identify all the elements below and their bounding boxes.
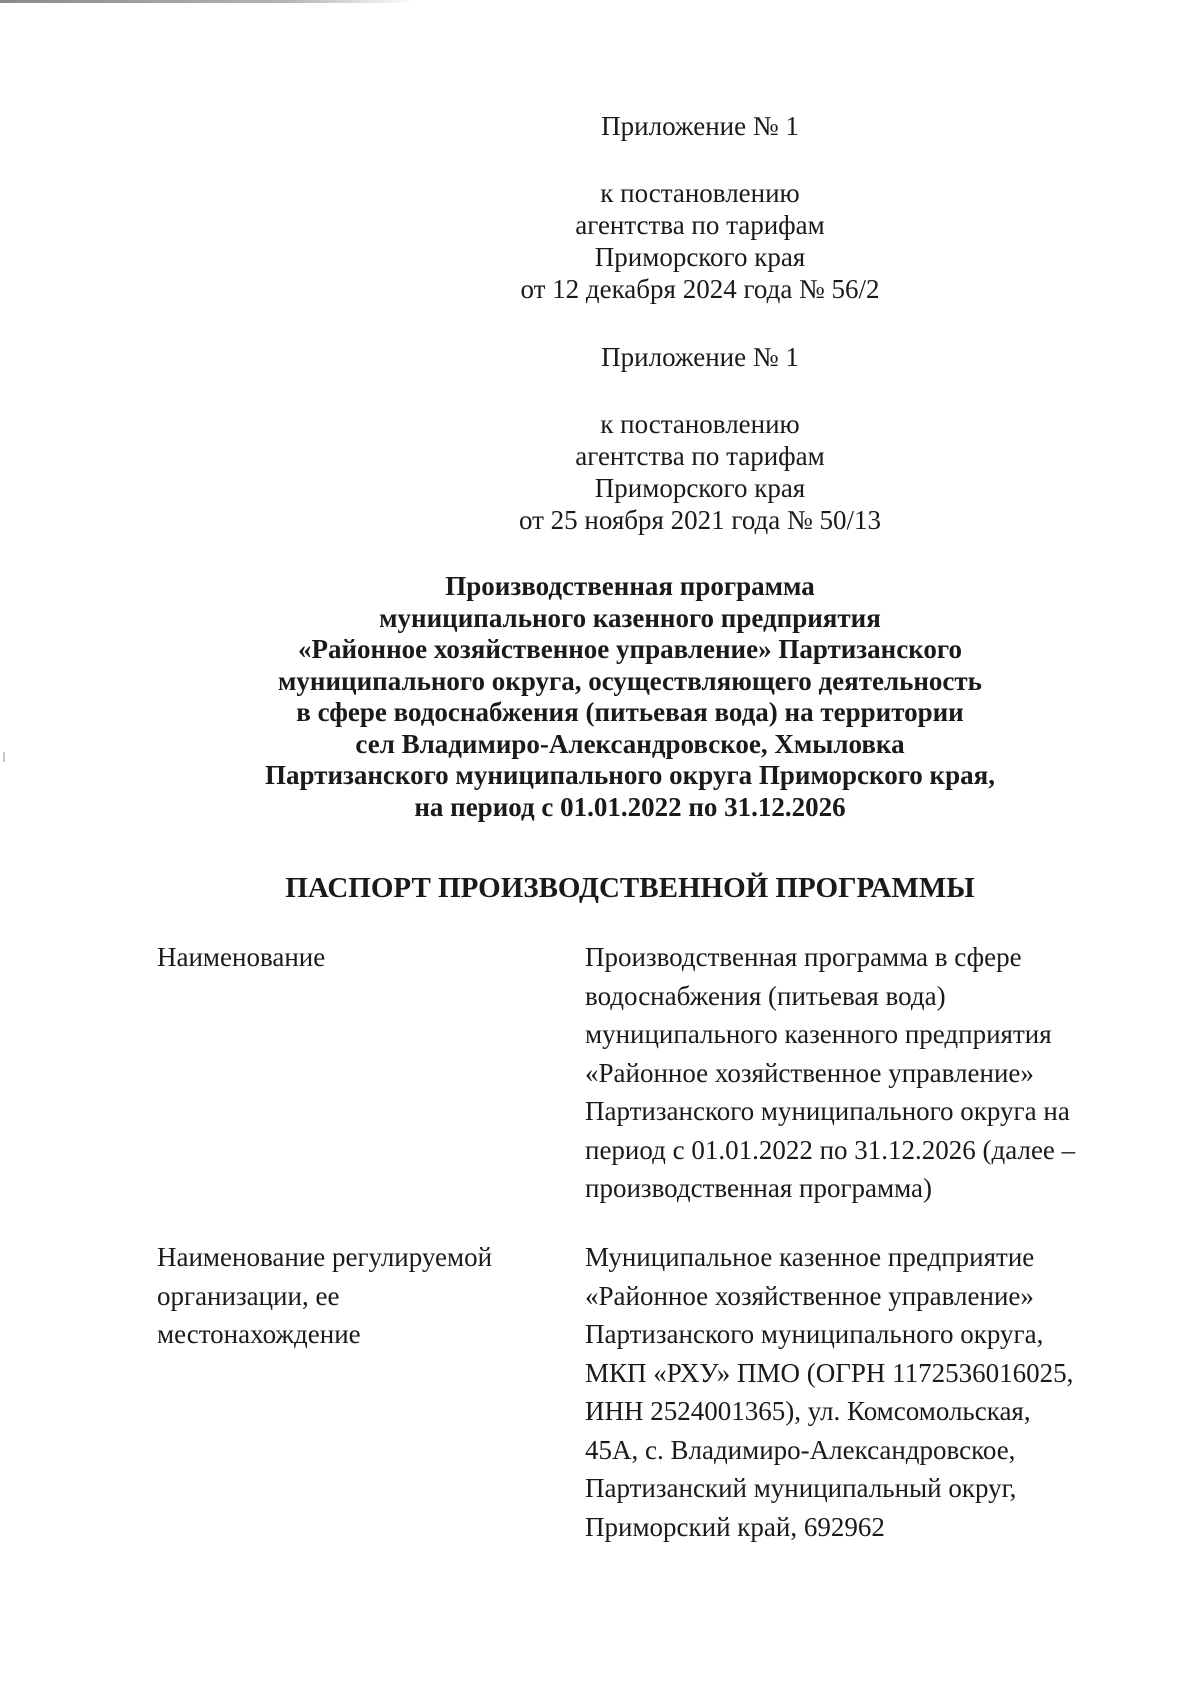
title-line: муниципального округа, осуществляющего деятельность	[278, 665, 982, 696]
value-line: МКП «РХУ» ПМО (ОГРН 1172536016025,	[585, 1357, 1074, 1388]
title-line: на период с 01.01.2022 по 31.12.2026	[414, 791, 846, 822]
spacer	[430, 373, 970, 408]
value-line: водоснабжения (питьевая вода)	[585, 980, 946, 1011]
appendix-line: Приморского края	[594, 473, 806, 503]
appendix-line: к постановлению	[600, 409, 800, 439]
value-line: Приморский край, 692962	[585, 1511, 885, 1542]
scan-streak	[0, 0, 415, 3]
value-line: производственная программа)	[585, 1173, 932, 1203]
title-line: муниципального казенного предприятия	[379, 602, 881, 633]
appendix-line: от 12 декабря 2024 года № 56/2	[520, 274, 880, 304]
value-line: муниципального казенного предприятия	[585, 1019, 1052, 1049]
title-line: в сфере водоснабжения (питьевая вода) на территории	[296, 697, 964, 727]
appendix-line: Приморского края	[594, 242, 806, 272]
label-line: Наименование	[157, 942, 326, 972]
value-line: «Районное хозяйственное управление»	[585, 1280, 1034, 1311]
appendix-line: от 25 ноября 2021 года № 50/13	[518, 505, 882, 535]
value-line: период с 01.01.2022 по 31.12.2026 (далее –	[585, 1134, 1076, 1165]
section-heading: ПАСПОРТ ПРОИЗВОДСТВЕННОЙ ПРОГРАММЫ	[285, 872, 975, 904]
value-line: Муниципальное казенное предприятие	[585, 1242, 1035, 1272]
title-line: сел Владимиро-Александровское, Хмыловка	[355, 728, 905, 759]
value-line: Партизанского муниципального округа,	[585, 1319, 1044, 1349]
passport-label	[157, 938, 557, 977]
value-line: Партизанский муниципальный округ,	[585, 1473, 1017, 1503]
title-line: Партизанского муниципального округа Приморского края,	[265, 760, 995, 790]
appendix-line: к постановлению	[600, 178, 800, 208]
value-line: 45А, с. Владимиро-Александровское,	[585, 1434, 1016, 1465]
appendix-number: Приложение № 1	[601, 111, 799, 141]
value-line: Партизанского муниципального округа на	[585, 1096, 1070, 1126]
appendix-line: агентства по тарифам	[575, 210, 825, 240]
title-line: «Районное хозяйственное управление» Партизанского	[298, 634, 962, 664]
appendix-previous	[430, 341, 970, 536]
appendix-number: Приложение № 1	[601, 342, 799, 372]
spacer	[430, 142, 970, 177]
label-line: организации, ее	[157, 1280, 340, 1311]
value-line: ИНН 2524001365), ул. Комсомольская,	[585, 1396, 1031, 1426]
label-line: местонахождение	[157, 1319, 361, 1349]
passport-label	[157, 1238, 557, 1354]
value-line: «Районное хозяйственное управление»	[585, 1057, 1034, 1088]
title-line: Производственная программа	[445, 571, 815, 601]
label-line: Наименование регулируемой	[157, 1242, 493, 1272]
passport-value	[585, 938, 1145, 1208]
passport-value	[585, 1238, 1145, 1546]
appendix-current	[430, 110, 970, 305]
appendix-line: агентства по тарифам	[575, 441, 825, 471]
document-title	[0, 571, 1200, 823]
value-line: Производственная программа в сфере	[585, 942, 1022, 972]
